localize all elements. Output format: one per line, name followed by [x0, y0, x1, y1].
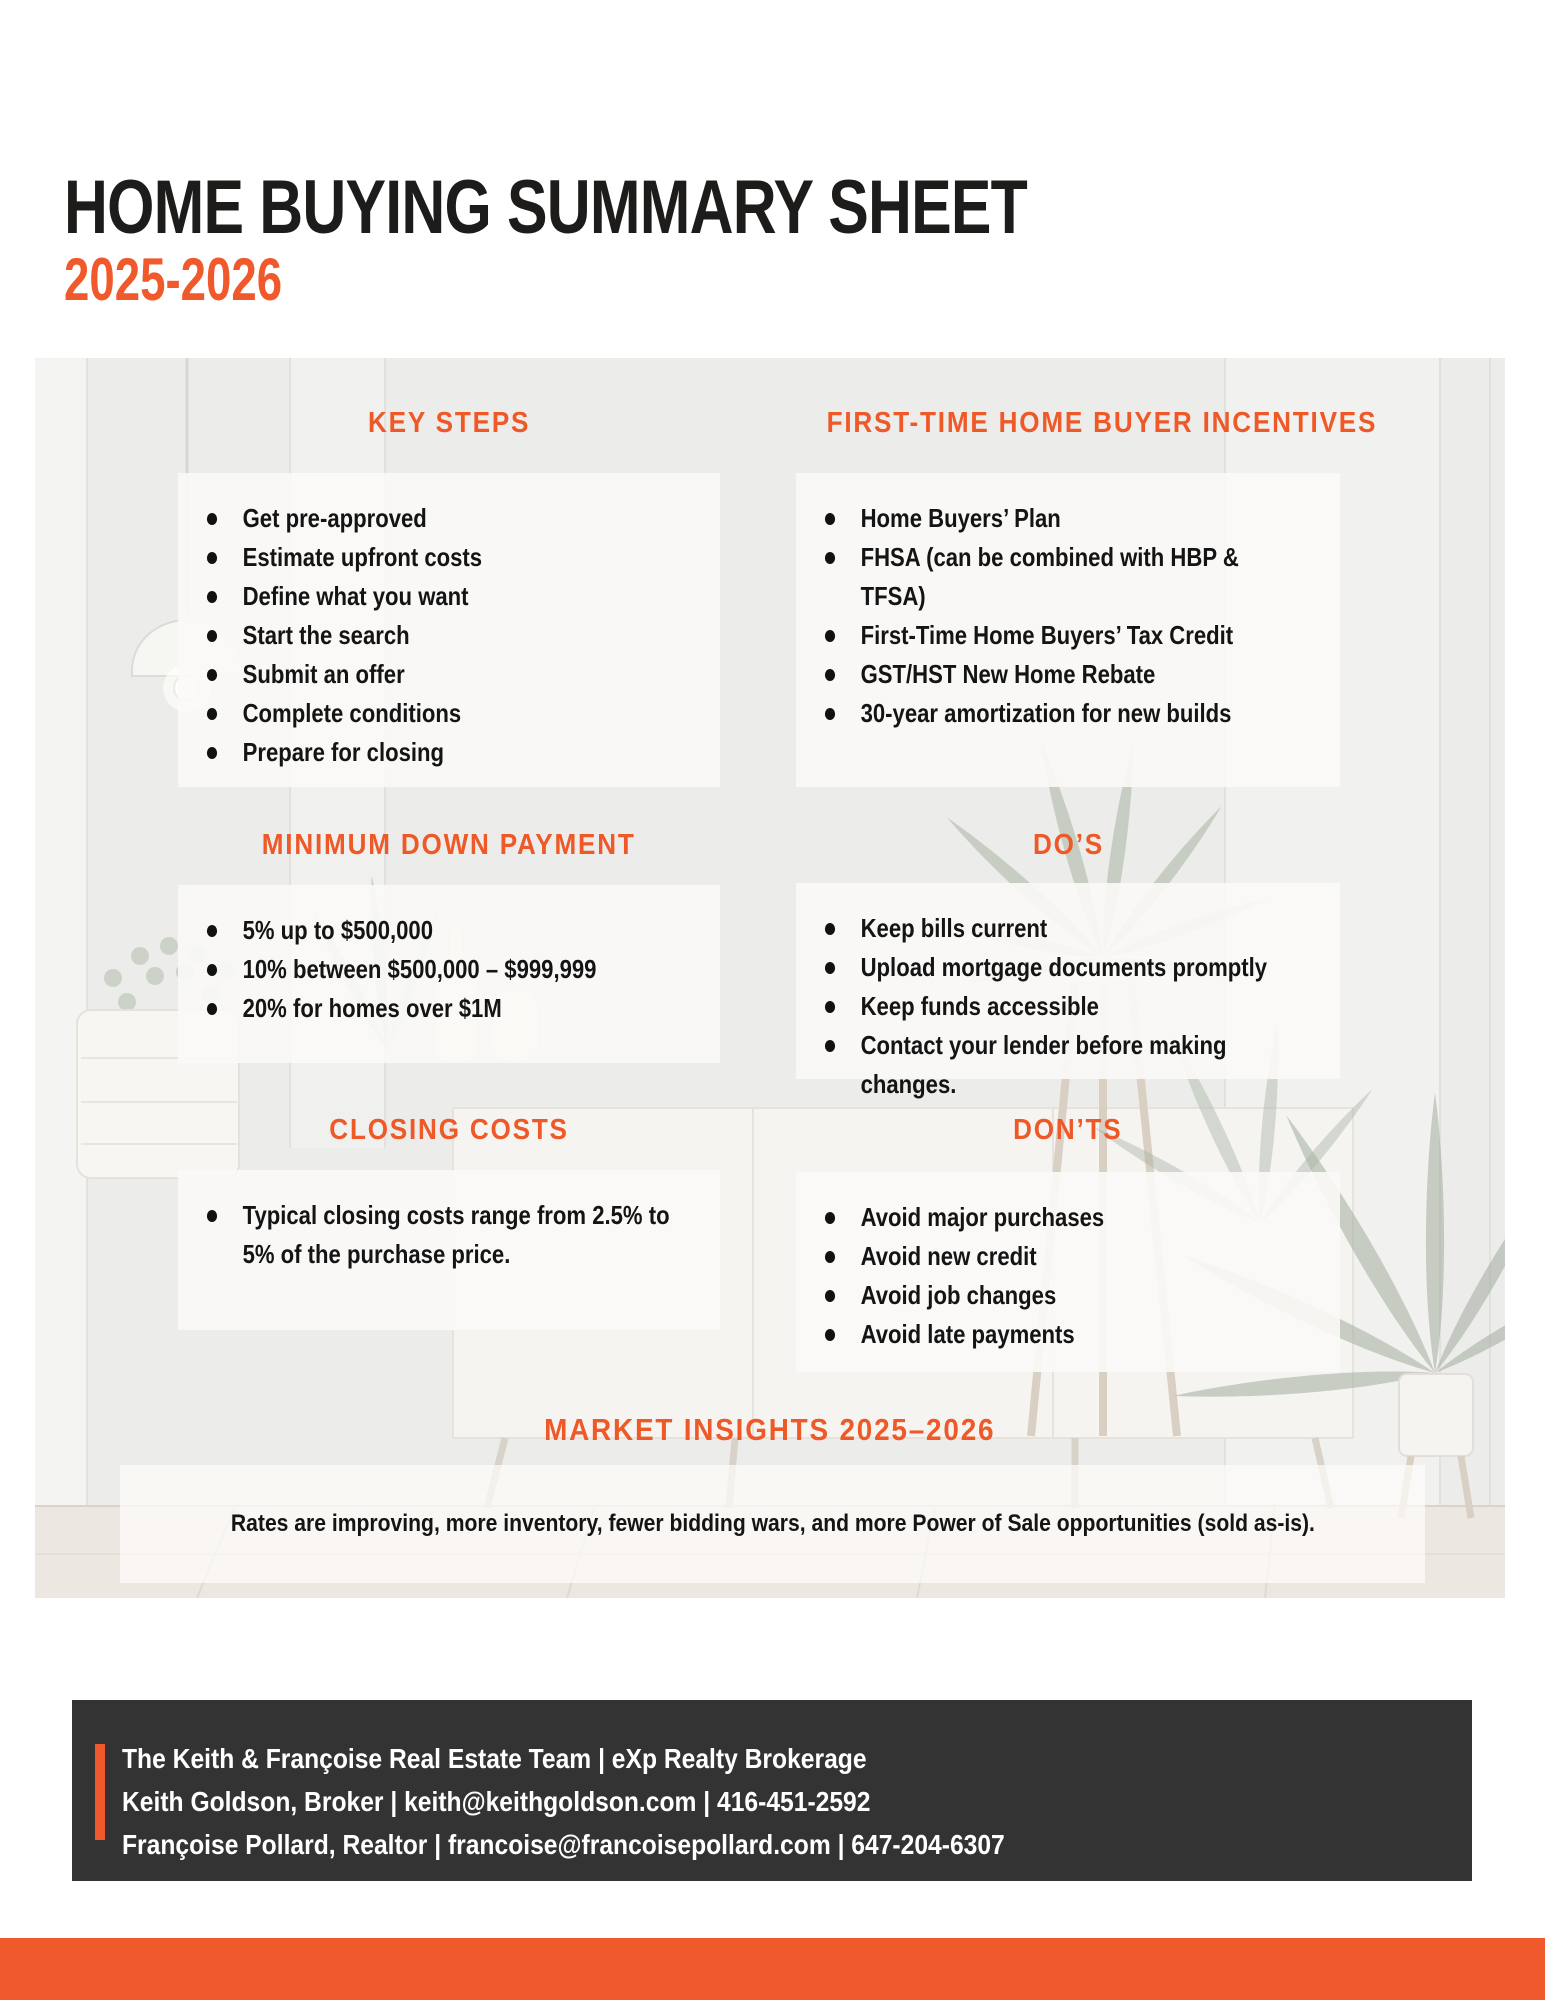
market-insights-heading-text: MARKET INSIGHTS 2025–2026: [544, 1412, 996, 1447]
list-item: Keep bills current: [796, 909, 1323, 948]
down-payment-card: [178, 885, 720, 1063]
list-item: Complete conditions: [178, 694, 703, 733]
footer-accent-bar: [95, 1744, 105, 1840]
dos-heading-text: DO’S: [1032, 829, 1104, 861]
list-item: Get pre-approved: [178, 499, 703, 538]
list-item: 5% up to $500,000: [178, 911, 703, 950]
bottom-accent-bar: [0, 1938, 1545, 2000]
incentives-heading-text: FIRST-TIME HOME BUYER INCENTIVES: [826, 407, 1378, 439]
incentives-list: [796, 473, 1340, 733]
footer-team-line-text: The Keith & Françoise Real Estate Team | eXp Realty Brokerage: [122, 1743, 867, 1774]
list-item: Avoid late payments: [796, 1315, 1323, 1354]
list-item: FHSA (can be combined with HBP & TFSA): [796, 538, 1323, 616]
closing-costs-heading-text: CLOSING COSTS: [329, 1114, 569, 1146]
list-item: Avoid new credit: [796, 1237, 1323, 1276]
page-subtitle: [64, 248, 351, 312]
market-insights-band: [120, 1465, 1425, 1583]
list-item: Avoid job changes: [796, 1276, 1323, 1315]
list-item: Typical closing costs range from 2.5% to 5% of the purchase price.: [178, 1196, 703, 1274]
list-item: 20% for homes over $1M: [178, 989, 703, 1028]
closing-costs-card: [178, 1170, 720, 1330]
key-steps-list: [178, 473, 720, 772]
footer-keith-contact-line: [122, 1780, 1125, 1823]
footer-team-line: [122, 1737, 1125, 1780]
list-item: GST/HST New Home Rebate: [796, 655, 1323, 694]
closing-costs-list: [178, 1170, 720, 1274]
dos-list: [796, 883, 1340, 1104]
market-insights-heading: [35, 1408, 1505, 1452]
page-title-text: HOME BUYING SUMMARY SHEET: [64, 165, 1028, 250]
list-item: 30-year amortization for new builds: [796, 694, 1323, 733]
list-item: Define what you want: [178, 577, 703, 616]
list-item: Start the search: [178, 616, 703, 655]
list-item: Submit an offer: [178, 655, 703, 694]
page-title: [64, 165, 1268, 250]
list-item: 10% between $500,000 – $999,999: [178, 950, 703, 989]
key-steps-heading: [178, 404, 720, 442]
key-steps-card: [178, 473, 720, 787]
list-item: Estimate upfront costs: [178, 538, 703, 577]
footer: [72, 1700, 1472, 1881]
footer-keith-contact-text: Keith Goldson, Broker | keith@keithgoldson.com | 416-451-2592: [122, 1786, 871, 1817]
donts-card: [796, 1172, 1340, 1372]
dos-card: [796, 883, 1340, 1099]
donts-list: [796, 1172, 1340, 1354]
incentives-card: [796, 473, 1340, 787]
page-subtitle-text: 2025-2026: [64, 246, 283, 313]
down-payment-list: [178, 885, 720, 1028]
footer-francoise-contact-line: [122, 1823, 1125, 1866]
donts-heading-text: DON’TS: [1013, 1114, 1123, 1146]
list-item: Contact your lender before making changes.: [796, 1026, 1323, 1104]
footer-contact-block: [122, 1737, 1125, 1866]
list-item: Prepare for closing: [178, 733, 703, 772]
closing-costs-heading: [178, 1111, 720, 1149]
incentives-heading: [796, 404, 1378, 442]
content-area: [35, 358, 1505, 1598]
list-item: Upload mortgage documents promptly: [796, 948, 1323, 987]
footer-francoise-contact-text: Françoise Pollard, Realtor | francoise@francoisepollard.com | 647-204-6307: [122, 1829, 1005, 1860]
market-insights-text: Rates are improving, more inventory, fewer bidding wars, and more Power of Sale opportunities (sold as-is).: [230, 1510, 1315, 1537]
dos-heading: [796, 826, 1340, 864]
list-item: Home Buyers’ Plan: [796, 499, 1323, 538]
list-item: First-Time Home Buyers’ Tax Credit: [796, 616, 1323, 655]
list-item: Avoid major purchases: [796, 1198, 1323, 1237]
down-payment-heading-text: MINIMUM DOWN PAYMENT: [262, 829, 636, 861]
list-item: Keep funds accessible: [796, 987, 1323, 1026]
down-payment-heading: [178, 826, 720, 864]
donts-heading: [796, 1111, 1340, 1149]
key-steps-heading-text: KEY STEPS: [367, 407, 531, 439]
